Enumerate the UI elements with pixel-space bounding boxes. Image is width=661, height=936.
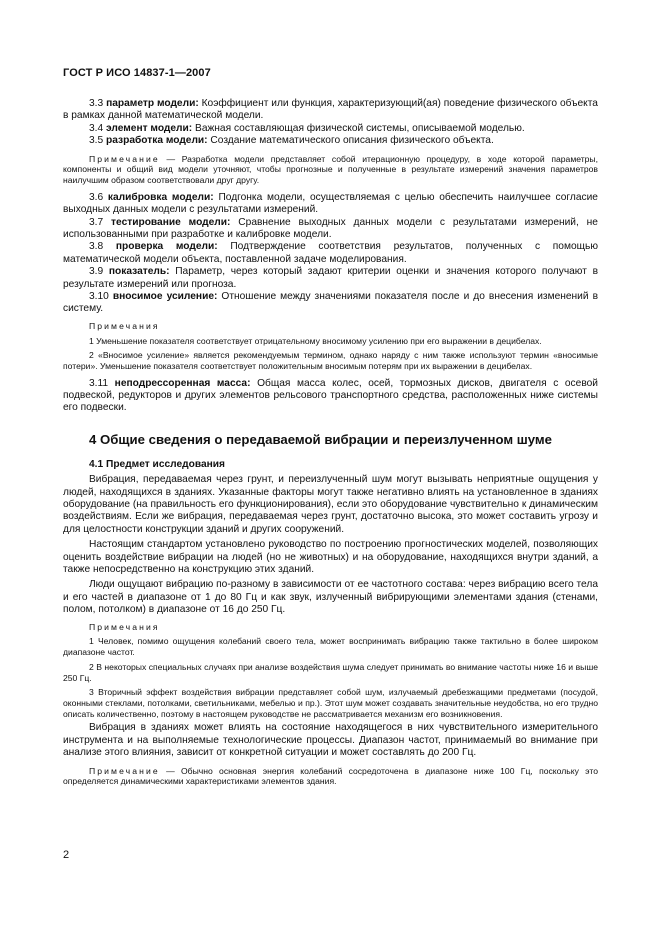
definition-text: Сравнение выходных данных модели с результатами измерений, не использованными при разработке и калибровке модели.	[63, 216, 598, 240]
definition-3-11	[63, 378, 598, 415]
definition-number: 3.11	[89, 377, 109, 389]
note-item: 2 «Вносимое усиление» является рекомендуемым термином, однако наряду с ним также используют термин «вносимые потери». Уменьшение показателя соответствует положительным вносимым потерям при их выражении в децибелах.	[63, 350, 598, 371]
definition-number: 3.8	[89, 241, 104, 253]
definition-number: 3.4	[89, 122, 104, 134]
definition-text: Коэффициент или функция, характеризующий(ая) поведение физического объекта в рамках данной математической модели.	[63, 98, 598, 122]
definition-text: Подгонка модели, осуществляемая с целью обеспечить наилучшее согласие выходных данных модели с результатами измерений.	[63, 191, 598, 216]
definition-number: 3.5	[89, 135, 104, 147]
note-item: 1 Уменьшение показателя соответствует отрицательному вносимому усилению при его выражении в децибелах.	[89, 335, 542, 346]
definition-number: 3.7	[89, 216, 104, 228]
definition-number: 3.9	[89, 266, 104, 278]
note-text: — Обычно основная энергия колебаний сосредоточена в диапазоне ниже 100 Гц, поскольку это определяется динамическими характеристиками элементов здания.	[63, 765, 599, 787]
body-paragraph: Настоящим стандартом установлено руководство по построению прогностических моделей, позволяющих оценить воздействие вибрации на людей (но не животных) и на оборудование, находящихся внутри зданий, а также непосредственно на конструкцию этих зданий.	[63, 539, 598, 576]
definition-term: показатель:	[108, 266, 170, 278]
definition-3-5	[63, 135, 598, 147]
definition-term: разработка модели:	[106, 135, 208, 147]
definition-term: тестирование модели:	[111, 216, 231, 228]
note-text: — Разработка модели представляет собой итерационную процедуру, в ходе которой параметры, компоненты и общий вид модели уточняют, чтобы прогнозные и полученные в результате измерений значения параметров наилучшим образом соответствовали друг другу.	[63, 153, 598, 186]
definition-term: параметр модели:	[106, 98, 199, 109]
notes-title: Примечания	[89, 621, 160, 632]
body-paragraph: Вибрация, передаваемая через грунт, и переизлученный шум могут вызывать неприятные ощущения у людей, находящихся в зданиях. Указанные факторы могут также негативно влиять на установленное в зданиях оборудование (на правильность его функционирования), если это оборудование чувствительно к динамическим воздействиям. Если же вибрация, передаваемая через грунт, достаточно высока, это может составить угрозу и для целостности конструкции зданий и других сооружений.	[63, 474, 598, 535]
subsection-4-1-title: 4.1 Предмет исследования	[89, 458, 225, 470]
definition-3-3	[63, 98, 598, 123]
definition-text: Отношение между значениями показателя после и до внесения изменений в систему.	[63, 290, 598, 315]
definition-term: проверка модели:	[115, 241, 218, 253]
section-4-title: 4 Общие сведения о передаваемой вибрации и переизлученном шуме	[89, 431, 553, 447]
note-item: 2 В некоторых специальных случаях при анализе воздействия шума следует принимать во внимание частоты ниже 16 и выше 250 Гц.	[63, 661, 598, 683]
note-item: 1 Человек, помимо ощущения колебаний своего тела, может воспринимать вибрацию также тактильно в более широком диапазоне частот.	[63, 636, 598, 658]
definition-term: элемент модели:	[106, 122, 193, 134]
page-number: 2	[63, 849, 70, 861]
definition-term: вносимое усиление:	[112, 290, 218, 302]
document-header: ГОСТ Р ИСО 14837-1—2007	[63, 67, 211, 79]
definition-3-8	[63, 241, 598, 266]
definition-3-9	[63, 266, 598, 291]
definition-number: 3.10	[89, 290, 109, 302]
page-content	[63, 98, 598, 787]
definition-term: неподрессоренная масса:	[114, 377, 251, 389]
notes-title: Примечания	[89, 320, 160, 331]
definition-3-4	[63, 123, 598, 135]
body-paragraph: Вибрация в зданиях может влиять на состояние находящегося в них чувствительного измерительного инструмента и на выполняемые технологические процессы. Диапазон частот, принимаемый во внимание при анализе этого влияния, зависит от конкретной ситуации и может составлять до 200 Гц.	[63, 722, 598, 759]
definition-term: калибровка модели:	[107, 191, 214, 203]
note-3-5	[63, 154, 598, 186]
definition-number: 3.6	[89, 191, 104, 203]
definition-3-10	[63, 291, 598, 316]
definition-text: Параметр, через который задают критерии оценки и значения которого получают в результате измерений или прогноза.	[63, 266, 598, 290]
definition-3-6	[63, 192, 598, 217]
definition-text: Общая масса колес, осей, тормозных дисков, двигателя с осевой подвеской, редукторов и других элементов рельсового транспортного средства, расположенных ниже системы его подвески.	[63, 377, 598, 414]
definition-text: Подтверждение соответствия результатов, полученных с помощью математической модели объекта, поставленной задаче моделирования.	[63, 241, 598, 265]
definition-text: Важная составляющая физической системы, описываемой моделью.	[195, 122, 525, 134]
definition-number: 3.3	[89, 98, 104, 109]
final-note	[63, 766, 598, 787]
definition-text: Создание математического описания физического объекта.	[210, 135, 494, 147]
note-label: Примечание	[89, 153, 160, 164]
body-paragraph: Люди ощущают вибрацию по-разному в зависимости от ее частотного состава: через вибрацию всего тела и его частей в диапазоне от 1 до 80 Гц и как звук, излученный вибрирующими элементами здания (стенами, полом, потолком) в диапазоне от 16 до 250 Гц.	[63, 579, 598, 616]
note-label: Примечание	[89, 765, 160, 776]
note-item: 3 Вторичный эффект воздействия вибрации представляет собой шум, излучаемый дребезжащими предметами (посудой, оконными стеклами, потолками, светильниками, мебелью и пр.). Этот шум может создавать значительные неудобства, но его трудно описать количественно, поэтому в настоящем руководстве не рассматривается механизм его возникновения.	[63, 687, 598, 719]
definition-3-7	[63, 217, 598, 242]
